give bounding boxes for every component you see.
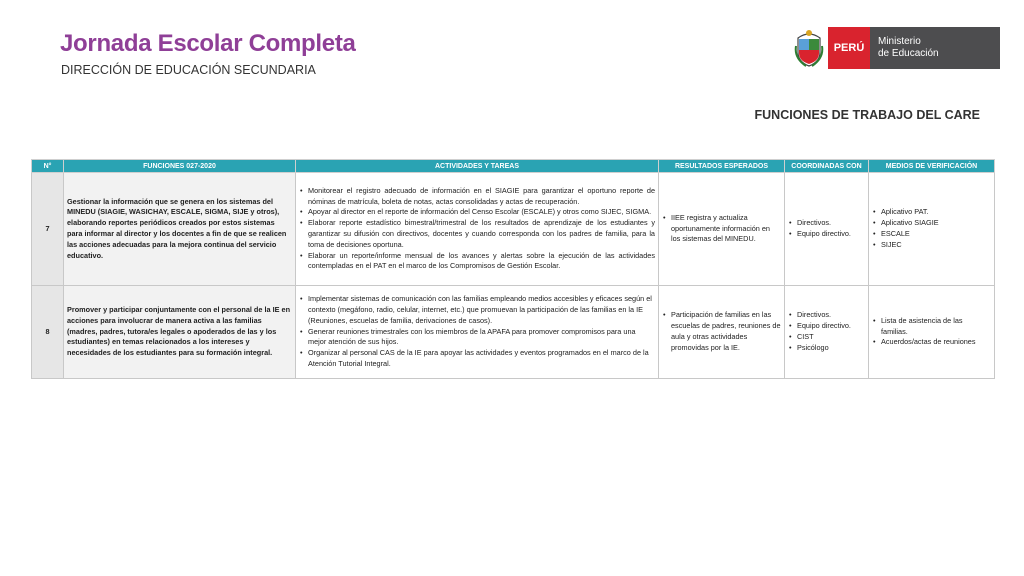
medio-item: • Aplicativo SIAGIE <box>872 218 991 229</box>
logo-ministry-line1: Ministerio <box>878 36 921 47</box>
actividad-item: • Elaborar reporte estadístico bimestral/trimestral de los resultados de aprendizaje de los estudiantes y garantizar su difusión con directivos, docentes y cuando corresponda con los padres de familia, para la toma de decisiones oportuna. <box>299 218 655 250</box>
header-resultados: RESULTADOS ESPERADOS <box>659 160 785 173</box>
header-num: N° <box>32 160 64 173</box>
row-medios <box>869 286 995 379</box>
row-actividades <box>296 173 659 286</box>
medio-item: • Acuerdos/actas de reuniones <box>872 337 991 348</box>
medio-item: • SIJEC <box>872 240 991 251</box>
coordinada-item: • Directivos. <box>788 310 865 321</box>
functions-table <box>31 159 995 379</box>
header-actividades: ACTIVIDADES Y TAREAS <box>296 160 659 173</box>
logo-country-box: PERÚ <box>828 27 870 69</box>
row-coordinadas <box>785 173 869 286</box>
logo-ministry-line2: de Educación <box>878 48 939 59</box>
coordinada-item: • Directivos. <box>788 218 865 229</box>
medio-item: • Aplicativo PAT. <box>872 207 991 218</box>
minedu-logo <box>794 27 1000 69</box>
page-subtitle: DIRECCIÓN DE EDUCACIÓN SECUNDARIA <box>61 63 316 77</box>
row-number: 8 <box>32 286 64 379</box>
row-coordinadas <box>785 286 869 379</box>
logo-ministry-box <box>870 27 1000 69</box>
medio-item: • Lista de asistencia de las familias. <box>872 316 991 338</box>
row-medios <box>869 173 995 286</box>
actividad-item: • Generar reuniones trimestrales con los miembros de la APAFA para promover compromisos para una mejor atención de sus hijos. <box>299 327 655 349</box>
coordinada-item: • Equipo directivo. <box>788 321 865 332</box>
actividad-item: • Organizar al personal CAS de la IE para apoyar las actividades y eventos programados en el marco de la Atención Tutorial Integral. <box>299 348 655 370</box>
coordinada-item: • Psicólogo <box>788 343 865 354</box>
actividad-item: • Elaborar un reporte/informe mensual de los avances y alertas sobre la ejecución de las actividades contempladas en el PAT en el marco de los Compromisos de Gestión Escolar. <box>299 251 655 273</box>
row-funcion: Promover y participar conjuntamente con el personal de la IE en acciones para involucrar de manera activa a las familias (madres, padres, tutora/es legales o apoderados de las y los estudiantes) en temas relacionados a los intereses y necesidades de los estudiantes para su formación integral. <box>64 286 296 379</box>
table-row <box>32 286 995 379</box>
row-resultados <box>659 173 785 286</box>
header-coordinadas: COORDINADAS CON <box>785 160 869 173</box>
row-funcion: Gestionar la información que se genera en los sistemas del MINEDU (SIAGIE, WASICHAY, ESCALE, SIGMA, SIJE y otros), elaborando reportes periódicos creados por estos sistemas para informar al director y los docentes a fin de que se realicen las acciones adecuadas para la mejora continua del servicio educativo. <box>64 173 296 286</box>
coordinada-item: • CIST <box>788 332 865 343</box>
page-title: Jornada Escolar Completa <box>60 30 356 57</box>
row-actividades <box>296 286 659 379</box>
row-resultados <box>659 286 785 379</box>
table-row <box>32 173 995 286</box>
coat-of-arms-icon <box>794 28 824 68</box>
actividad-item: • Apoyar al director en el reporte de información del Censo Escolar (ESCALE) y otros como SIJEC, SIGMA. <box>299 207 655 218</box>
medio-item: • ESCALE <box>872 229 991 240</box>
section-title: FUNCIONES DE TRABAJO DEL CARE <box>754 108 980 122</box>
coordinada-item: • Equipo directivo. <box>788 229 865 240</box>
header-funciones: FUNCIONES 027-2020 <box>64 160 296 173</box>
resultado-item: • Participación de familias en las escuelas de padres, reuniones de aula y otras actividades promovidas por la IE. <box>662 310 781 353</box>
resultado-item: • IIEE registra y actualiza oportunamente información en los sistemas del MINEDU. <box>662 213 781 245</box>
header-medios: MEDIOS DE VERIFICACIÓN <box>869 160 995 173</box>
row-number: 7 <box>32 173 64 286</box>
table-header-row <box>32 160 995 173</box>
actividad-item: • Monitorear el registro adecuado de información en el SIAGIE para garantizar el oportuno reporte de nóminas de matrícula, boleta de notas, actas consolidadas y actas de recuperación. <box>299 186 655 208</box>
actividad-item: • Implementar sistemas de comunicación con las familias empleando medios accesibles y eficaces según el contexto (megáfono, radio, celular, internet, etc.) que promuevan la participación de las familias en la IE (Reuniones, escuelas de familia, derivaciones de casos). <box>299 294 655 326</box>
